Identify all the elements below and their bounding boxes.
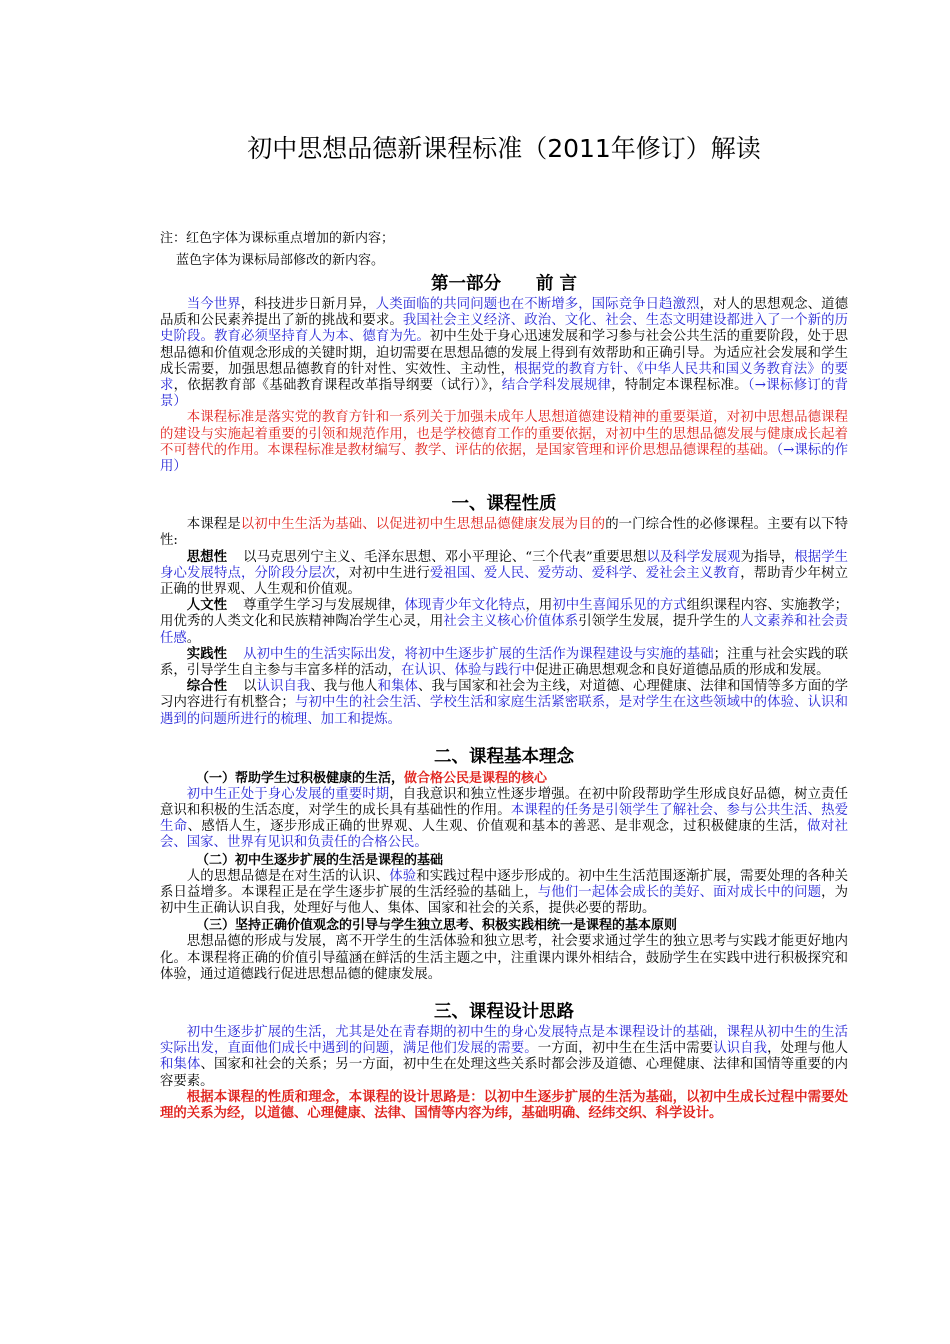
section2-heading: 二、课程基本理念	[434, 746, 574, 767]
trait-item-1-run-1: 体现青少年文化特点	[404, 598, 526, 614]
trait-item-1-run-4: 组织课程内容、实施教学；用优秀的人类文化和民族精神陶冶学生心灵，用	[160, 598, 849, 630]
trait-keyword: 思想性	[186, 549, 228, 565]
subsection1-title-b: 做合格公民是课程的核心	[404, 770, 548, 786]
trait-item-3-run-0: 以	[243, 679, 257, 695]
preface-paragraph-1-run-7: ，依据教育部《基础教育课程改革指导纲要（试行）》，	[173, 378, 502, 394]
subsection2-body-run-2: 和实践过程中逐步形成的。初中生生活范围逐渐扩展，需要处理的各种关系日益增多。本课程正是在学生逐步扩展的生活经验的基础上，	[160, 868, 849, 900]
section1-heading: 一、课程性质	[451, 494, 557, 515]
preface-paragraph-2-run-0: 本课程标准是落实党的教育方针和一系列关于加强未成年人思想道德建设精神的重要渠道，对初中思想品德课程的建设与实施起着重要的引领和规范作用，也是学校德育工作的重要依据，对初中生的思想品德发展与健康成长起着不可替代的作用。本课程标准是教材编写、教学、评估的依据，是国家管理和评价思想品德课程的基础。	[160, 410, 848, 458]
preface-paragraph-1-run-0: 当今世界	[186, 297, 241, 312]
section3-paragraph-1-run-4: 和集体	[160, 1057, 201, 1073]
trait-item-3	[160, 679, 848, 728]
note-blue: 蓝色字体为课标局部修改的新内容。	[176, 253, 385, 268]
preface-paragraph-1-run-6: 根据党的教育方针、《中华人民共和国义务教育法》的要求	[160, 361, 848, 394]
document-title: 初中思想品德新课程标准（2011年修订）解读	[247, 134, 761, 163]
preface-paragraph-1-run-9: ，特制定本课程标准。	[611, 378, 748, 394]
section3-paragraph-1-run-2: 认识自我	[713, 1041, 768, 1057]
section1-intro-run-0: 本课程是	[186, 517, 241, 533]
subsection1-body-run-4: 做对社会、国家、世界有见识和负责任的合格公民。	[160, 819, 849, 851]
trait-item-0-run-0: 以马克思列宁主义、毛泽东思想、邓小平理论、“三个代表”重要思想	[243, 549, 647, 565]
trait-item-1-run-8: 。	[186, 630, 201, 646]
trait-item-0-run-2: 为指导，	[740, 549, 795, 565]
trait-item-0-run-3: 根据学生身心发展特点，分阶段分层次	[160, 549, 849, 581]
preface-paragraph-1-run-4: 我国社会主义经济、政治、文化、社会、生态文明建设都进入了一个新的历史阶段。教育必须坚持育人为本、德育为先。	[160, 313, 848, 345]
section3-paragraph-1-run-1: 一方面，初中生在生活中需要	[537, 1041, 714, 1057]
trait-item-2	[160, 647, 848, 679]
preface-paragraph-1-run-2: 人类面临的共同问题也在不断增多，国际竞争日趋激烈	[375, 297, 700, 312]
subsection1-title	[160, 770, 848, 787]
trait-item-2-run-0: 从初中生的生活实际出发，将初中生逐步扩展的生活作为课程建设与实施的基础	[243, 646, 714, 662]
trait-item-3-run-4: 、我与国家和社会为主线，对道德、心理健康、法律和国情等多方面的学习内容进行有机整合；	[160, 679, 849, 711]
preface-paragraph-1-run-5: 初中生处于身心迅速发展和学习参与社会公共生活的重要阶段，处于思想品德和价值观念形成的关键时期，迫切需要在思想品德的发展上得到有效帮助和正确引导。为适应社会发展和学生成长需要，加强思想品德教育的针对性、实效性、主动性，	[160, 329, 848, 377]
preface-paragraph-1-run-1: ，科技进步日新月异，	[240, 297, 376, 312]
subsection1-body	[160, 787, 848, 852]
notes-block	[160, 228, 848, 272]
trait-item-3-run-5: 与初中生的社会生活、学校生活和家庭生活紧密联系，是对学生在这些领域中的体验、认识和遇到的问题所进行的梳理、加工和提炼。	[160, 695, 849, 727]
trait-keyword: 人文性	[186, 598, 228, 614]
preface-paragraph-1-run-3: ，对人的思想观念、道德品质和公民素养提出了新的挑战和要求。	[160, 297, 849, 329]
trait-item-3-run-3: 和集体	[377, 679, 418, 695]
trait-item-2-run-1: ；注重与社会实践的联系，引导学生自主参与丰富多样的活动，	[160, 646, 849, 679]
section3-paragraph-1	[160, 1025, 848, 1090]
subsection1-body-run-2: 本课程的任务是引领学生了解社会、参与公共生活、热爱生命	[160, 803, 848, 835]
subsection1-body-run-0: 初中生正处于身心发展的重要时期	[186, 786, 390, 802]
trait-item-1	[160, 598, 848, 647]
trait-item-2-run-2: 在认识、体验与践行中	[401, 663, 535, 679]
preface-paragraph-1-run-8: 结合学科发展规律	[501, 378, 612, 394]
trait-item-3-run-1: 认识自我	[256, 679, 311, 695]
section3-paragraph-1-run-0: 初中生逐步扩展的生活，尤其是处在青春期的初中生的身心发展特点是本课程设计的基础，课程从初中生的生活实际出发，直面他们成长中遇到的问题，满足他们发展的需要。	[160, 1024, 848, 1057]
trait-item-0	[160, 550, 848, 599]
trait-item-1-run-0: 尊重学生学习与发展规律，	[243, 598, 405, 614]
subsection2-body-run-0: 人的思想品德是在对生活的认识、	[186, 868, 390, 884]
subsection3-body-run-0: 思想品德的形成与发展，离不开学生的生活体验和独立思考，社会要求通过学生的独立思考与实践才能更好地内化。本课程将正确的价值引导蕴涵在鲜活的生活主题之中，注重课内课外相结合，鼓励学生在实践中进行积极探究和体验，通过道德践行促进思想品德的健康发展。	[160, 934, 848, 982]
note-red: 注：红色字体为课标重点增加的新内容；	[160, 231, 395, 246]
trait-item-3-run-2: 、我与他人	[310, 679, 378, 695]
document-body	[160, 271, 848, 1122]
part1-heading: 第一部分 前 言	[430, 274, 578, 294]
trait-item-1-run-3: 初中生喜闻乐见的方式	[552, 598, 687, 614]
subsection2-body-run-3: 与他们一起体会成长的美好、面对成长中的问题	[537, 884, 822, 900]
preface-paragraph-1	[160, 297, 848, 410]
trait-item-0-run-1: 以及科学发展观	[646, 549, 741, 565]
subsection1-body-run-3: 、感悟人生，逐步形成正确的世界观、人生观、价值观和基本的善恶、是非观念，过积极健康的生活，	[187, 819, 808, 835]
section1-intro-run-1: 以初中生生活为基础、以促进初中生思想品德健康发展为目的	[240, 517, 606, 533]
trait-item-0-run-5: 爱祖国、爱人民、爱劳动、爱科学、爱社会主义教育	[429, 565, 741, 581]
trait-item-1-run-5: 社会主义核心价值体系	[443, 614, 579, 630]
subsection2-body-run-4: ，为初中生正确认识自我，处理好与他人、集体、国家和社会的关系，提供必要的帮助。	[160, 884, 849, 917]
section3-paragraph-1-run-5: 、国家和社会的关系；另一方面，初中生在处理这些关系时都会涉及道德、心理健康、法律和国情等重要的内容要素。	[160, 1057, 849, 1089]
trait-item-1-run-7: 人文素养和社会责任感	[160, 614, 849, 646]
subsection3-body	[160, 934, 848, 983]
subsection2-title: （二）初中生逐步扩展的生活是课程的基础	[196, 852, 444, 868]
subsection2-body	[160, 869, 848, 918]
trait-keyword: 综合性	[186, 679, 228, 695]
subsection2-body-run-1: 体验	[389, 868, 417, 884]
section3-heading: 三、课程设计思路	[434, 1001, 574, 1022]
subsection1-body-run-1: ，自我意识和独立性逐步增强。在初中阶段帮助学生形成良好品德，树立责任意识和积极的生活态度，对学生的成长具有基础性的作用。	[160, 786, 849, 819]
trait-item-0-run-4: ，对初中生进行	[335, 565, 430, 581]
trait-item-1-run-2: ，用	[525, 598, 553, 614]
subsection3-title: （三）坚持正确价值观念的引导与学生独立思考、积极实践相统一是课程的基本原则	[196, 918, 678, 934]
section3-paragraph-1-run-3: ，处理与他人	[767, 1041, 849, 1057]
trait-item-1-run-6: 引领学生发展，提升学生的	[578, 614, 741, 630]
trait-item-2-run-3: 促进正确思想观念和良好道德品质的形成和发展。	[534, 663, 830, 679]
preface-paragraph-2-run-1: （→课标的作用）	[160, 442, 848, 475]
preface-paragraph-1-run-10: （→课标修订的背景）	[160, 378, 848, 410]
section1-intro	[160, 517, 848, 549]
section3-paragraph-2: 根据本课程的性质和理念，本课程的设计思路是：以初中生逐步扩展的生活为基础，以初中生成长过程中需要处理的关系为经，以道德、心理健康、法律、国情等内容为纬，基础明确、经纬交织、科学设计。	[160, 1089, 848, 1121]
preface-paragraph-2	[160, 410, 848, 475]
subsection1-title-a: （一）帮助学生过积极健康的生活，	[196, 770, 405, 786]
trait-keyword: 实践性	[186, 646, 228, 662]
section1-intro-run-2: 的一门综合性的必修课程。主要有以下特性:	[160, 517, 849, 549]
trait-item-0-run-6: ，帮助青少年树立正确的世界观、人生观和价值观。	[160, 565, 849, 598]
